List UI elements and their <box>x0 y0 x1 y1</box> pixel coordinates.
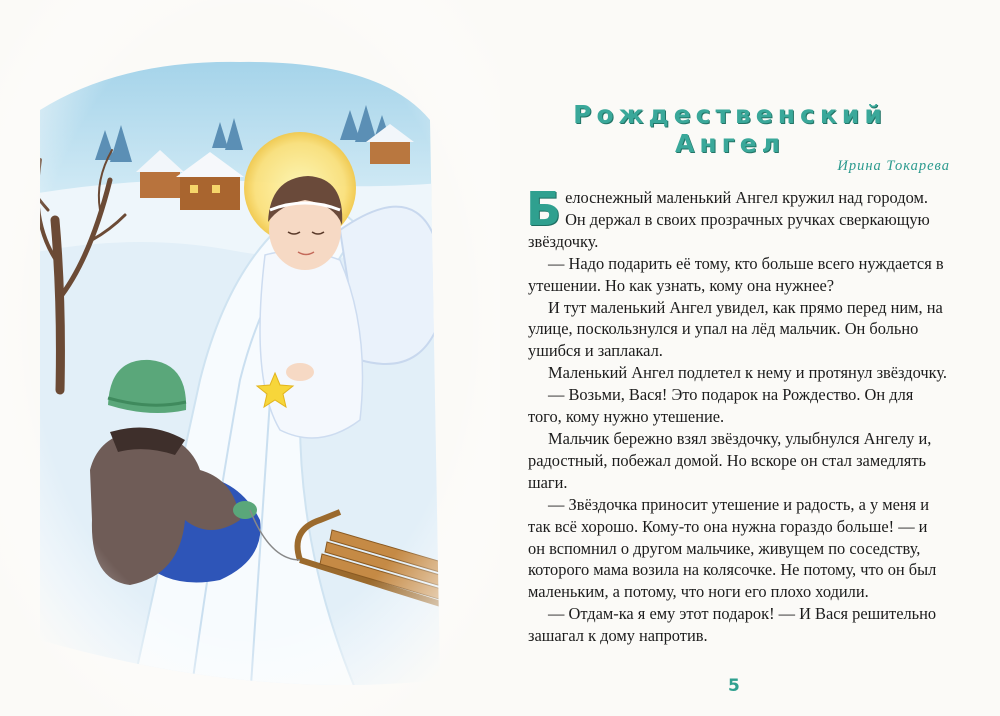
story-text <box>526 182 948 647</box>
story-title: Рождественский Ангел <box>573 100 887 158</box>
drop-cap: Б <box>526 182 562 236</box>
story-paragraph: — Отдам-ка я ему этот подарок! — И Вася решительно зашагал к дому напротив. <box>528 604 937 646</box>
story-paragraph <box>526 182 948 253</box>
story-paragraph: Мальчик бережно взял звёздочку, улыбнулся Ангелу и, радостный, побежал домой. Но вскоре он стал замедлять шаги. <box>528 428 932 492</box>
story-paragraph: — Надо подарить её тому, кто больше всего нуждается в утешении. Но как узнать, кому она нужнее? <box>528 253 944 295</box>
story-paragraph: Маленький Ангел подлетел к нему и протянул звёздочку. <box>548 363 947 383</box>
story-paragraph: И тут маленький Ангел увидел, как прямо перед ним, на улице, поскользнулся и упал на лёд мальчик. Он больно ушибся и заплакал. <box>528 297 943 361</box>
author-name: Ирина Токарева <box>837 158 950 174</box>
paragraph-text: елоснежный маленький Ангел кружил над городом. Он держал в своих прозрачных ручках сверкающую звёздочку. <box>528 188 930 251</box>
story-paragraph: — Звёздочка приносит утешение и радость, а у меня и так всё хорошо. Кому-то она нужна гораздо больше! — и он вспомнил о другом мальчике, живущем по соседству, которого мама возила на колясочке. Не потому, что он был маленьким, а потому, что ноги его плохо ходили. <box>528 494 937 602</box>
page-number: 5 <box>728 676 740 696</box>
story-paragraph: — Возьми, Вася! Это подарок на Рождество. Он для того, кому нужно утешение. <box>528 385 914 427</box>
